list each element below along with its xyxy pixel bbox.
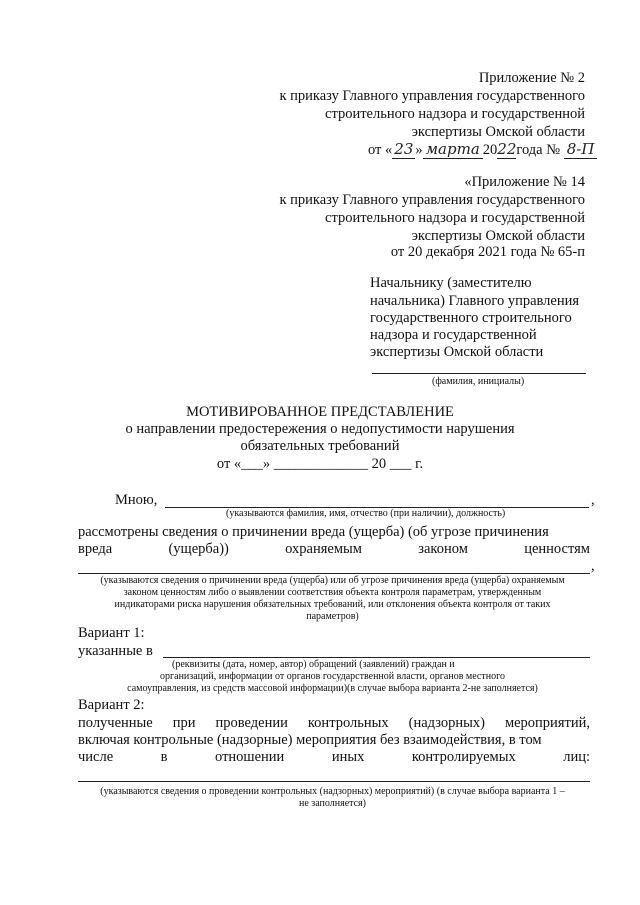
word: мероприятий,: [504, 715, 590, 731]
word: охраняемым: [285, 541, 362, 557]
variant1-hint-1: (реквизиты (дата, номер, автор) обращений (заявлений) граждан и: [172, 659, 455, 670]
date-mid: »: [415, 142, 423, 158]
variant1-hint-3: самоуправления, из средств массовой информации)(в случае выбора варианта 2-не заполняется): [127, 683, 538, 694]
appendix14-title: «Приложение № 14: [464, 174, 585, 190]
word: вреда: [78, 541, 113, 557]
variant1-label: Вариант 1:: [78, 625, 145, 641]
addressee-line5: экспертизы Омской области: [370, 344, 544, 360]
addressee-line4: надзора и государственной: [370, 327, 537, 343]
appendix14-line2: строительного надзора и государственной: [325, 210, 585, 226]
word: ценностям: [524, 541, 590, 557]
harm-hint-3: индикаторами риска нарушения обязательных требований, или отклонения объекта контроля от таких: [114, 599, 551, 610]
word: (надзорных): [408, 715, 485, 731]
word: при: [172, 715, 196, 731]
word: числе: [78, 749, 114, 765]
appendix2-line2: строительного надзора и государственной: [325, 106, 585, 122]
word: законом: [418, 541, 468, 557]
variant1-hint-2: организаций, информации от органов государственной власти, органов местного: [160, 671, 505, 682]
including-line: включая контрольные (надзорные) мероприятия без взаимодействия, в том: [78, 732, 542, 748]
variant2-line: [78, 781, 590, 782]
appendix2-line1: к приказу Главного управления государственного: [279, 88, 585, 104]
appendix2-date-line: [368, 141, 597, 159]
month-handwritten: марта: [423, 140, 483, 159]
word: полученные: [78, 715, 153, 731]
considered-line-2: [78, 541, 590, 558]
appendix14-line1: к приказу Главного управления государственного: [279, 192, 585, 208]
word: лиц:: [563, 749, 590, 765]
appendix2-line3: экспертизы Омской области: [411, 124, 585, 140]
word: контрольных: [307, 715, 389, 731]
document-date: от «___» _____________ 20 ___ г.: [216, 456, 424, 472]
word: контролируемых: [411, 749, 516, 765]
harm-hint-4: параметров): [306, 611, 359, 622]
document-subtitle-2: обязательных требований: [240, 438, 400, 454]
by-me-hint: (указываются фамилия, имя, отчество (при наличии), должность): [226, 508, 506, 519]
document-title: МОТИВИРОВАННОЕ ПРЕДСТАВЛЕНИЕ: [186, 404, 454, 420]
word: иных: [331, 749, 365, 765]
harm-hint-1: (указываются сведения о причинении вреда (ущерба) или об угрозе причинения вреда (ущерба) охраняемым: [100, 575, 565, 586]
considered-line-1: рассмотрены сведения о причинении вреда (ущерба) (об угрозе причинения: [78, 524, 549, 540]
variant2-hint-2: не заполняется): [298, 798, 366, 809]
date-prefix: от «: [368, 142, 393, 158]
document-subtitle-1: о направлении предостережения о недопустимости нарушения: [125, 421, 515, 437]
word: в: [160, 749, 168, 765]
indicated-in-label: указанные в: [78, 643, 153, 659]
word: проведении: [215, 715, 288, 731]
addressee-name-line: [372, 373, 586, 374]
addressee-hint: (фамилия, инициалы): [432, 376, 525, 387]
received-line: [78, 715, 590, 732]
variant2-label: Вариант 2:: [78, 697, 145, 713]
harm-comma: ,: [591, 558, 595, 574]
number-handwritten: 8-П: [564, 140, 598, 159]
addressee-line3: государственного строительного: [370, 310, 572, 326]
by-me-comma: ,: [591, 492, 595, 508]
day-handwritten: 23: [394, 140, 414, 158]
addressee-line2: начальника) Главного управления: [370, 293, 580, 309]
year-prefix: 20: [482, 142, 498, 158]
variant2-hint-1: (указываются сведения о проведении контрольных (надзорных) мероприятий) (в случае выбора варианта 1 –: [100, 786, 565, 797]
word: (ущерба)): [168, 541, 229, 557]
appendix14-line3: экспертизы Омской области: [411, 228, 585, 244]
harm-hint-2: законом ценностям либо о выявлении соответствия объекта контроля параметрам, утвержденным: [123, 587, 542, 598]
number-line: [78, 749, 590, 766]
year-suffix: года №: [516, 142, 561, 158]
harm-line: [78, 573, 590, 574]
word: отношении: [215, 749, 285, 765]
variant1-line: [163, 657, 590, 658]
year-handwritten: 22: [497, 140, 517, 158]
addressee-line1: Начальнику (заместителю: [370, 275, 532, 291]
appendix14-date-line: от 20 декабря 2021 года № 65-п: [390, 244, 585, 260]
by-me-label: Мною,: [115, 492, 158, 508]
appendix2-title: Приложение № 2: [478, 70, 585, 86]
